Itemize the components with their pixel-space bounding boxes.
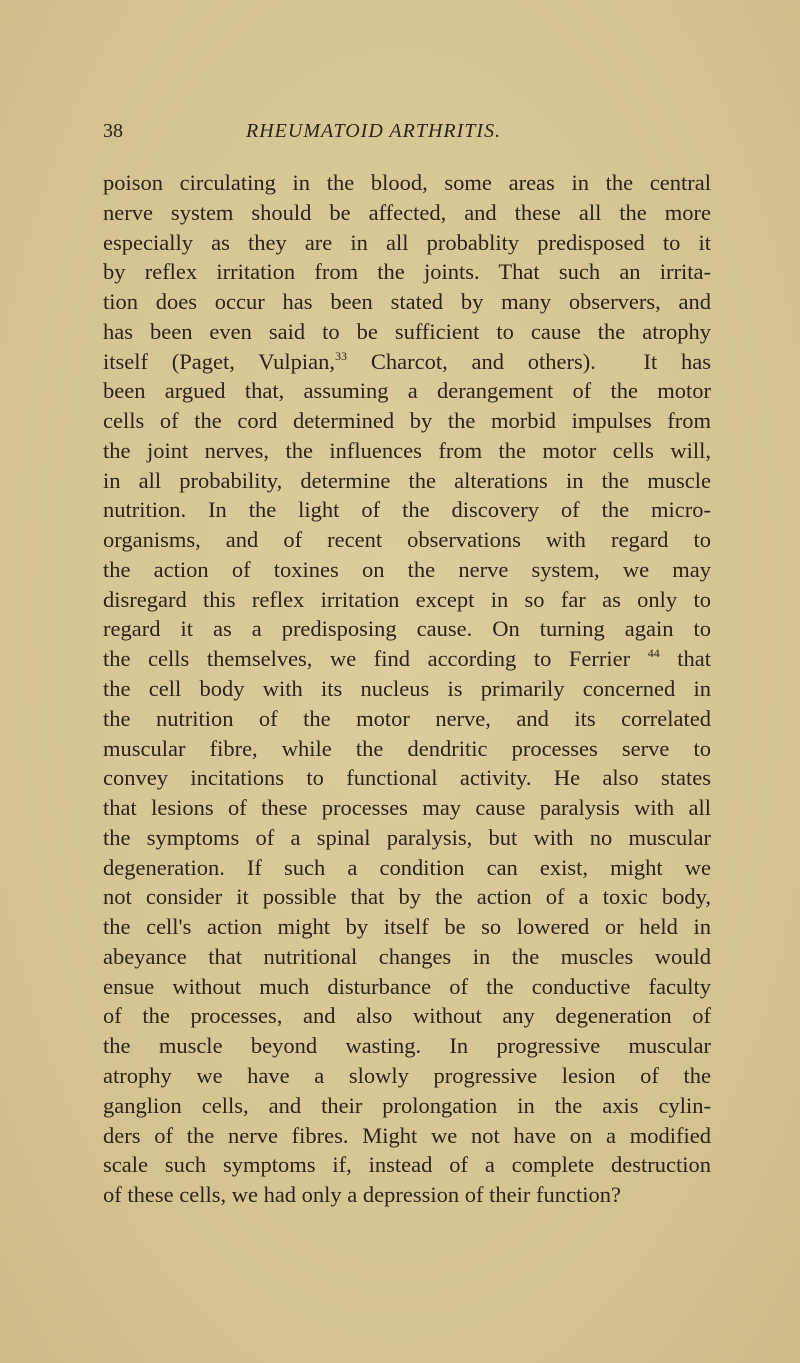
- text-line: been argued that, assuming a derangement of the motor: [103, 378, 711, 404]
- text-line: in all probability, determine the alterations in the muscle: [103, 467, 711, 493]
- page-number: 38: [103, 120, 123, 142]
- text-line: cells of the cord determined by the morbid impulses from: [103, 408, 711, 434]
- text-line: muscular fibre, while the dendritic processes serve to: [103, 735, 711, 761]
- text-segment: Charcot, and others). It has: [347, 348, 711, 374]
- text-line: nutrition. In the light of the discovery of the micro-: [103, 497, 711, 523]
- text-line: especially as they are in all probablity predisposed to it: [103, 229, 711, 255]
- running-header: [0, 120, 800, 150]
- text-line: that lesions of these processes may cause paralysis with all: [103, 795, 711, 821]
- text-segment: the cells themselves, we find according to Ferrier: [103, 646, 648, 672]
- text-line: scale such symptoms if, instead of a complete destruction: [103, 1152, 711, 1178]
- text-line: the nutrition of the motor nerve, and its correlated: [103, 705, 711, 731]
- text-line: abeyance that nutritional changes in the muscles would: [103, 943, 711, 969]
- text-line: by reflex irritation from the joints. That such an irrita-: [103, 259, 711, 285]
- text-line: not consider it possible that by the action of a toxic body,: [103, 884, 711, 910]
- text-line: of the processes, and also without any degeneration of: [103, 1003, 711, 1029]
- text-line: ensue without much disturbance of the conductive faculty: [103, 973, 711, 999]
- text-line: nerve system should be affected, and these all the more: [103, 199, 711, 225]
- text-line: [103, 644, 711, 674]
- text-line: the symptoms of a spinal paralysis, but with no muscular: [103, 824, 711, 850]
- text-line: the muscle beyond wasting. In progressive muscular: [103, 1033, 711, 1059]
- running-title: RHEUMATOID ARTHRITIS.: [246, 120, 502, 142]
- text-line: poison circulating in the blood, some areas in the central: [103, 170, 711, 195]
- text-line: the cell's action might by itself be so lowered or held in: [103, 914, 711, 940]
- text-line: has been even said to be sufficient to cause the atrophy: [103, 318, 711, 344]
- footnote-reference: 33: [335, 348, 348, 363]
- text-line: convey incitations to functional activity. He also states: [103, 765, 711, 791]
- text-line: degeneration. If such a condition can exist, might we: [103, 854, 711, 880]
- text-line: regard it as a predisposing cause. On turning again to: [103, 616, 711, 642]
- text-segment: that: [659, 646, 711, 672]
- text-line: atrophy we have a slowly progressive lesion of the: [103, 1062, 711, 1088]
- body-text: [103, 168, 711, 1210]
- text-line: ganglion cells, and their prolongation in the axis cylin-: [103, 1092, 711, 1118]
- footnote-reference: 44: [647, 646, 660, 661]
- text-line: tion does occur has been stated by many observers, and: [103, 289, 711, 315]
- text-line: [103, 347, 711, 377]
- text-line: disregard this reflex irritation except in so far as only to: [103, 586, 711, 612]
- text-line: ders of the nerve fibres. Might we not have on a modified: [103, 1122, 711, 1148]
- text-line: the joint nerves, the influences from the motor cells will,: [103, 437, 711, 463]
- text-line: organisms, and of recent observations with regard to: [103, 527, 711, 553]
- text-line: the action of toxines on the nerve system, we may: [103, 556, 711, 582]
- text-segment: itself (Paget, Vulpian,: [103, 348, 336, 374]
- text-line: the cell body with its nucleus is primarily concerned in: [103, 676, 711, 702]
- text-line: of these cells, we had only a depression of their function?: [103, 1182, 621, 1208]
